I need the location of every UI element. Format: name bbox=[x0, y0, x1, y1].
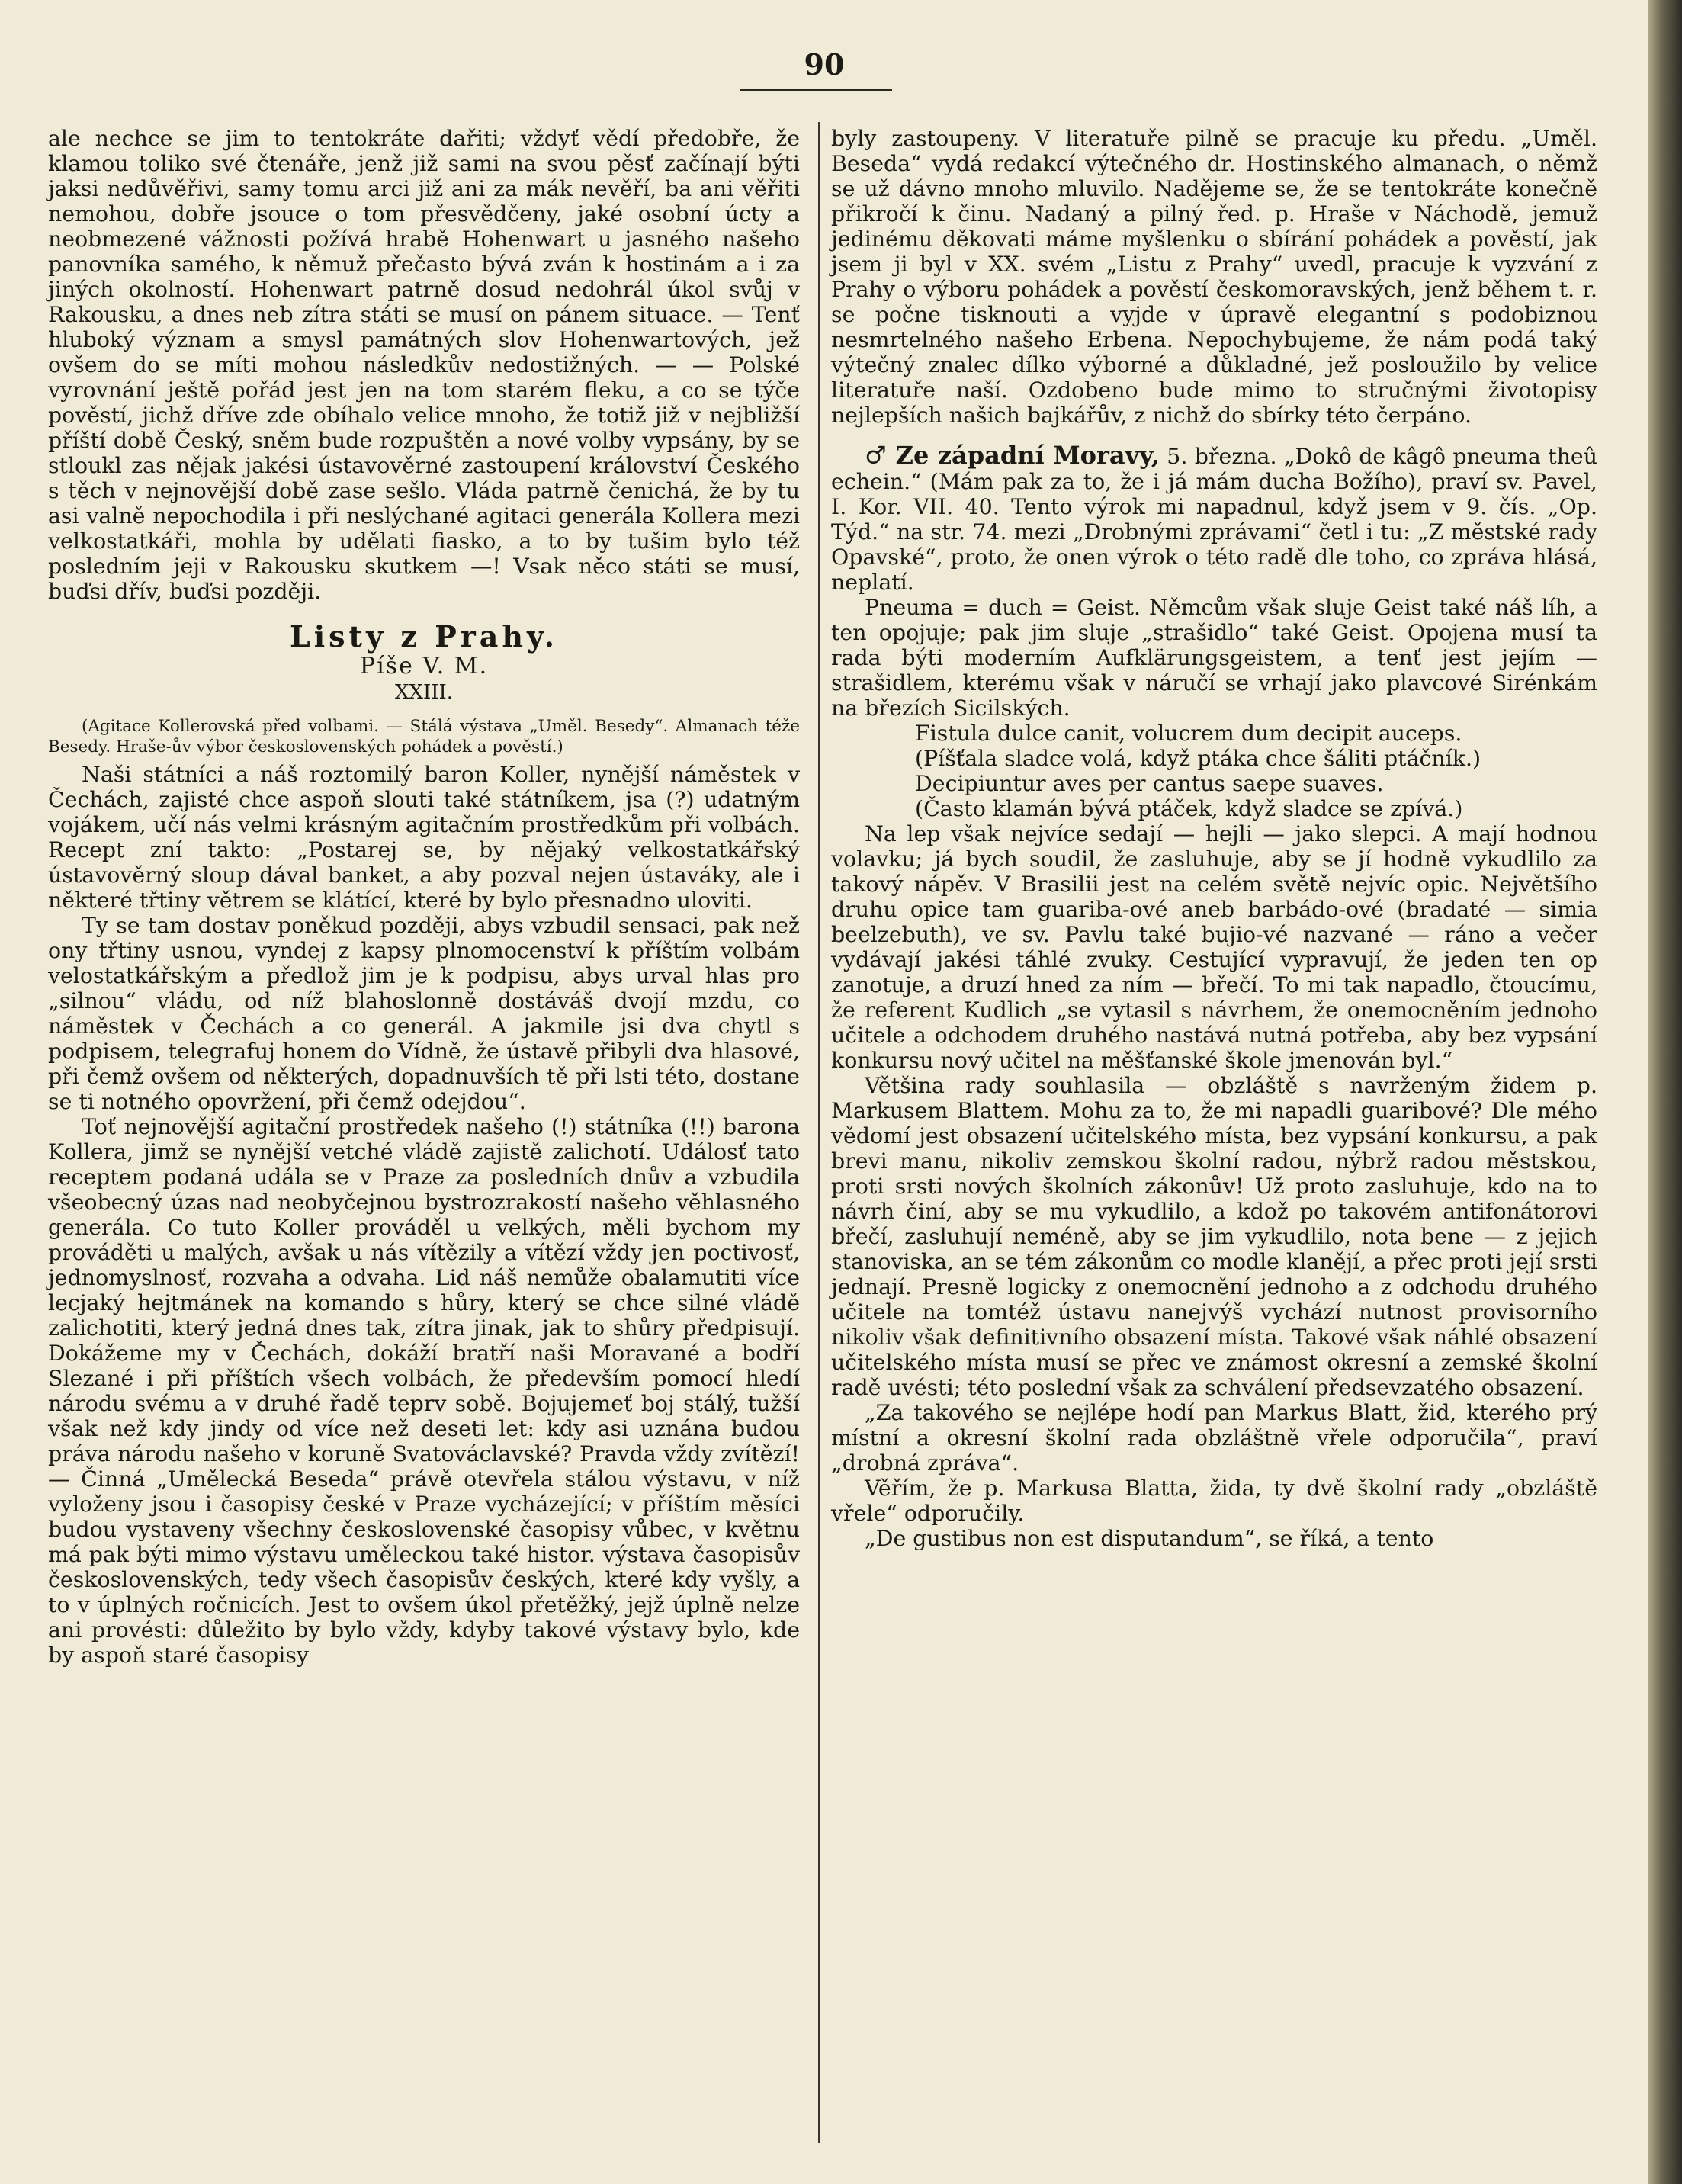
paragraph: byly zastoupeny. V literatuře pilně se pracuje ku předu. „Uměl. Beseda“ vydá redakcí výtečného dr. Hostinského almanach, o němž se už dávno mnoho mluvilo. Nadějeme se, že se tentokráte konečně přikročí k činu. Nadaný a pilný řed. p. Hraše v Náchodě, jemuž jedinému děkovati máme myšlenku o sbírání pohádek a pověstí, jak jsem ji byl v XX. svém „Listu z Prahy“ uvedl, pracuje k vyzvání z Prahy o výboru pohádek a pověstí českomoravských, jenž během t. r. se počne tisknouti a vyjde v úpravě elegantní s podobiznou nesmrtelného našeho Erbena. Nepochybujeme, že nám podá taký výtečný znalec dílko výborné a důkladné, jež posloužilo by velice literatuře naší. Ozdobeno bude mimo to stručnými životopisy nejlepších našich bajkářův, z nichž do sbírky této čerpáno. bbox=[831, 126, 1597, 428]
topics-summary: (Agitace Kollerovská před volbami. — Stálá výstava „Uměl. Besedy“. Almanach téže Besedy. Hraše-ův výbor československých pohádek a pověstí.) bbox=[48, 717, 800, 756]
paragraph: Na lep však nejvíce sedají — hejli — jako slepci. A mají hodnou volavku; já bych soudil, že zasluhuje, aby se jí hodně vykudlilo za takový nápěv. V Brasilii jest na celém světě nejvíc opic. Největšího druhu opice tam guariba-ové aneb barbádo-ové (bradaté — simia beelzebuth), ve sv. Pavlu také bujio-vé nazvané — ráno a večer vydávají jakési táhlé zvuky. Cestující vypravují, že jeden ten op zanotuje, a druzí hned za ním — břečí. To mi tak napadlo, čtoucímu, že referent Kudlich „se vytasil s návrhem, že onemocněním jednoho učitele a odchodem druhého nastává nutná potřeba, aby bez vypsání konkursu nový učitel na měšťanské škole jmenován byl.“ bbox=[831, 821, 1597, 1073]
paragraph: Většina rady souhlasila — obzláště s navrženým židem p. Markusem Blattem. Mohu za to, že mi napadli guaribové? Dle mého vědomí jest obsazení učitelského místa, bez vypsání konkursu, a pak brevi manu, nikoliv zemskou školní radou, nýbrž radou městskou, proti srsti nových školních zákonův! Už proto zasluhuje, kdo na to návrh činí, aby se mu vykudlilo, a kdož po takovém antifonátorovi břečí, zasluhují neméně, aby se jim vykudlilo, nota bene — z jejich stanoviska, an se tém zákonům co modle klanějí, a přec proti její srsti jednají. Presně logicky z onemocnění jednoho a z odchodu druhého učitele na tomtéž ústavu nanejvýš vychází nutnost provisorního nikoliv však definitivního obsazení místa. Takové však náhlé obsazení učitelského místa musí se přec ve známost okresní a zemské školní radě uvésti; této poslední však za schválení předsevzatého obsazení. bbox=[831, 1073, 1597, 1400]
paragraph: Naši státníci a náš roztomilý baron Koller, nynější náměstek v Čechách, zajisté chce aspoň slouti také státníkem, jsa (?) udatným vojákem, učí nás velmi krásným agitačním prostředkům při volbách. Recept zní takto: „Postarej se, by nějaký velkostatkářský ústavověrný sloup dával banket, a aby pozval nejen ústaváky, ale i některé třtiny větrem se klátící, které by bylo přesnadno uloviti. bbox=[48, 762, 800, 913]
verse-line: (Často klamán bývá ptáček, když sladce se zpívá.) bbox=[915, 796, 1463, 821]
paragraph: Ty se tam dostav poněkud později, abys vzbudil sensaci, pak než ony třtiny usnou, vyndej z kapsy plnomocenství k příštím volbám velostatkářským a předlož jim je k podpisu, abys urval hlas pro „silnou“ vládu, od níž blahoslonně dostáváš dvojí mzdu, co náměstek v Čechách a co generál. A jakmile jsi dva chytl s podpisem, telegrafuj honem do Vídně, že ústavě přibyli dva hlasové, při čemž ovšem od některých, dopadnuvších tě při lsti této, dostane se ti notného opovržení, při čemž odejdou“. bbox=[48, 913, 800, 1114]
article-text: 5. března. „Dokô de kâgô pneuma theû echein.“ (Mám pak za to, že i já mám ducha Božího), praví sv. Pavel, I. Kor. VII. 40. Tento výrok mi napadnul, když jsem v 9. čís. „Op. Týd.“ na str. 74. mezi „Drobnými zprávami“ četl i tu: „Z městské rady Opavské“, proto, že onen výrok o této radě dle toho, co zpráva hlásá, neplatí. bbox=[831, 444, 1597, 595]
paragraph: Věřím, že p. Markusa Blatta, žida, ty dvě školní rady „obzláště vřele“ odporučily. bbox=[831, 1476, 1597, 1526]
page-number: 90 bbox=[804, 47, 845, 82]
paragraph bbox=[831, 443, 1597, 595]
paragraph: „De gustibus non est disputandum“, se říká, a tento bbox=[865, 1526, 1434, 1551]
byline: Píše V. M. bbox=[359, 653, 489, 679]
verse-line: Fistula dulce canit, volucrem dum decipit auceps. bbox=[915, 721, 1462, 746]
column-divider bbox=[818, 122, 820, 2143]
book-binding-edge bbox=[1648, 0, 1682, 2184]
section-title: Listy z Prahy. bbox=[289, 619, 558, 654]
verse-line: Decipiuntur aves per cantus saepe suaves. bbox=[915, 771, 1384, 796]
verse-line: (Píšťala sladce volá, když ptáka chce šáliti ptáčník.) bbox=[915, 746, 1481, 771]
header-rule bbox=[740, 89, 892, 91]
letter-number: XXIII. bbox=[394, 681, 454, 704]
paragraph: ale nechce se jim to tentokráte dařiti; vždyť vědí předobře, že klamou toliko své čtenáře, jenž již sami na svou pěsť začínají býti jaksi nedůvěřivi, samy tomu arci již ani za mák nevěří, ba ani věřiti nemohou, dobře jsouce o tom přesvědčeny, jaké osobní úcty a neobmezené vážnosti požívá hrabě Hohenwart u jasného našeho panovníka samého, k němuž přečasto bývá zván k hostinám a i za jiných okolností. Hohenwart patrně dosud nedohrál úkol svůj v Rakousku, a dnes neb zítra státi se musí on pánem situace. — Tenť hluboký význam a smysl památných slov Hohenwartových, jež ovšem do se míti mohou následkův nedostižných. — — Polské vyrovnání ještě pořád jest jen na tom starém fleku, a co se týče pověstí, jichž dříve zde obíhalo velice mnoho, že totiž již v nejbližší příští době Český, sněm bude rozpuštěn a nové volby vypsány, by se stloukl zas nějak jakési ústavověrné zastoupení království Českého s těch v nejnovější době zase sešlo. Vláda patrně čenichá, že by tu asi valně nepochodila i při neslýchané agitaci generála Kollera mezi velkostatkáři, mohla by udělati fiasko, a to by tušim bylo též posledním jeji v Rakousku skutkem —! Vsak něco státi se musí, buďsi dřív, buďsi později. bbox=[48, 126, 800, 604]
right-column bbox=[831, 126, 1597, 1551]
left-column bbox=[48, 126, 800, 1668]
article-lead: ♂ Ze západní Moravy, bbox=[865, 441, 1160, 470]
paragraph: „Za takového se nejlépe hodí pan Markus Blatt, žid, kterého prý místní a okresní školní rada obzláštně vřele odporučila“, praví „drobná zpráva“. bbox=[831, 1400, 1597, 1476]
paragraph: Toť nejnovější agitační prostředek našeho (!) státníka (!!) barona Kollera, jimž se nynější vetché vládě zajistě zalichotí. Událosť tato receptem podaná udála se v Praze za posledních dnův a vzbudila všeobecný úzas nad neobyčejnou bystrozrakostí našeho věhlasného generála. Co tuto Koller prováděl u velkých, měli bychom my prováděti u malých, avšak u nás vítězily a vítězí vždy jen poctivosť, jednomyslnosť, rozvaha a odvaha. Lid náš nemůže obalamutiti více lecjaký hejtmánek na komando s hůry, který se chce silné vládě zalichotiti, který jedná dnes tak, zítra jinak, jak to shůry předpisují. Dokážeme my v Čechách, dokáží bratří naši Moravané a bodří Slezané i při příštích všech volbách, že především pomocí hledí národu svému a v druhé řadě teprv sobě. Bojujemeť boj stálý, tužší však než kdy jindy od více než deseti let: kdy asi uznána budou práva národu našeho v koruně Svatováclavské? Pravda vždy zvítězí! — Činná „Umělecká Beseda“ právě otevřela stálou výstavu, v níž vyloženy jsou i časopisy české v Praze vycházející; v příštím měsíci budou vystaveny všechny československé časopisy vůbec, v květnu má pak býti mimo výstavu uměleckou také histor. výstava časopisův československých, tedy všech časopisův českých, které kdy vyšly, a to v úplných ročnicích. Jest to ovšem úkol přetěžký, jejž úplně nelze ani provésti: důležito by bylo vždy, kdyby takové výstavy bylo, kde by aspoň staré časopisy bbox=[48, 1114, 800, 1668]
paragraph: Pneuma = duch = Geist. Němcům však sluje Geist také náš líh, a ten opojuje; pak jim sluje „strašidlo“ také Geist. Opojena musí ta rada býti moderním Aufklärungsgeistem, a tenť jest jejím — strašidlem, kterému však v náručí se vrhají jako plavcové Sirénkám na březích Sicilských. bbox=[831, 595, 1597, 721]
